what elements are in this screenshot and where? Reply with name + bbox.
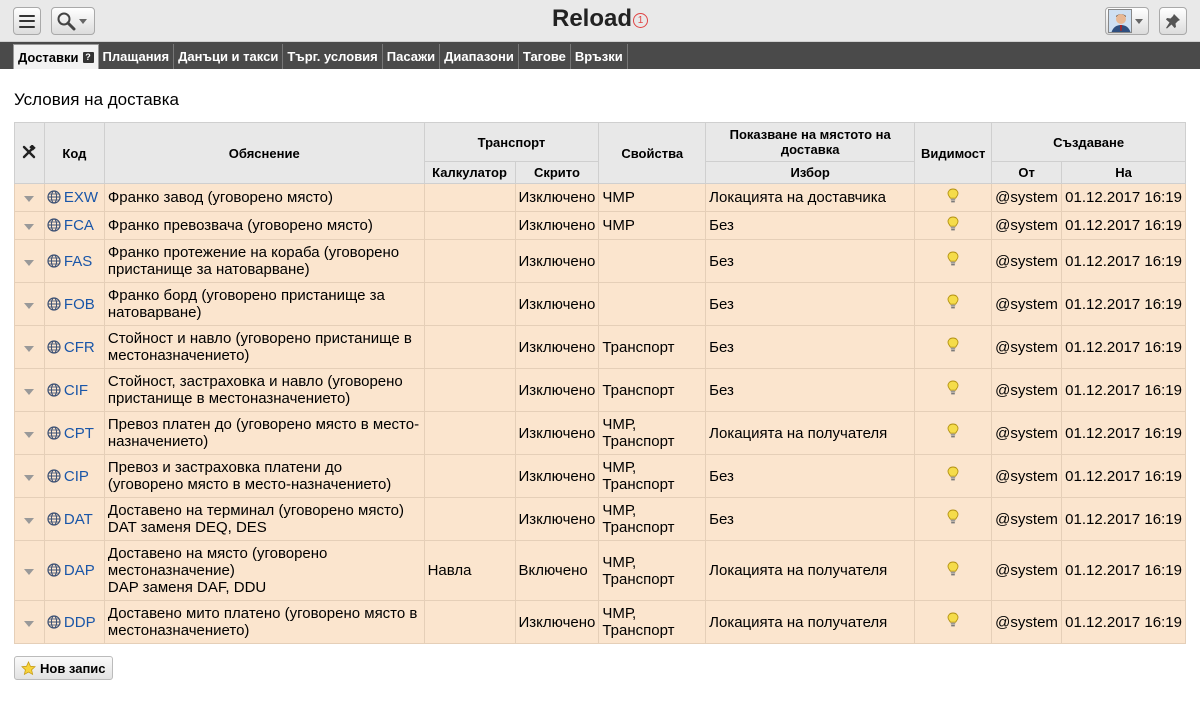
description-cell: [104, 369, 424, 412]
visibility-cell: [915, 601, 992, 644]
table-row[interactable]: [15, 240, 1186, 283]
visibility-cell: [915, 184, 992, 212]
choice-cell: Без: [706, 369, 915, 412]
created-by-cell: @system: [992, 455, 1062, 498]
triangle-down-icon[interactable]: [24, 260, 34, 266]
code-cell[interactable]: [44, 212, 104, 240]
hidden-cell: Изключено: [515, 498, 599, 541]
avatar: [1108, 9, 1132, 33]
row-actions-cell[interactable]: [15, 326, 45, 369]
visibility-cell: [915, 541, 992, 601]
header-calculator[interactable]: Калкулатор: [424, 162, 515, 184]
tab-ranges[interactable]: [440, 44, 519, 69]
header-code[interactable]: Код: [44, 123, 104, 184]
code-cell[interactable]: [44, 369, 104, 412]
description-text: Стойност, застраховка и навло (уговорено пристанище в местоназначението): [107, 373, 403, 407]
code-link[interactable]: DAT: [63, 510, 93, 528]
lightbulb-icon: [947, 380, 959, 396]
description-text: Доставено на място (уговорено местоназначение): [107, 545, 328, 579]
lightbulb-icon: [947, 251, 959, 267]
calculator-cell: [424, 184, 515, 212]
help-icon[interactable]: ?: [83, 52, 94, 63]
choice-cell: Локацията на получателя: [706, 601, 915, 644]
calculator-cell: [424, 326, 515, 369]
table-row[interactable]: [15, 283, 1186, 326]
created-by-cell: @system: [992, 541, 1062, 601]
new-record-label: Нов запис: [40, 660, 106, 676]
description-text: Стойност и навло (уговорено пристанище в местоназначението): [107, 330, 412, 364]
description-note: DAT заменя DEQ, DES: [107, 519, 267, 536]
created-on-cell: 01.12.2017 16:19: [1062, 412, 1186, 455]
visibility-cell: [915, 212, 992, 240]
globe-icon: [47, 469, 61, 483]
hidden-cell: Изключено: [515, 601, 599, 644]
delivery-terms-table: [14, 122, 1186, 644]
choice-cell: Без: [706, 283, 915, 326]
description-text: Франко протежение на кораба (уговорено пристанище за натоварване): [107, 244, 400, 278]
properties-cell: ЧМР: [599, 184, 706, 212]
notification-badge[interactable]: 1: [633, 13, 648, 28]
choice-cell: Без: [706, 240, 915, 283]
globe-icon: [47, 254, 61, 268]
description-cell: [104, 455, 424, 498]
triangle-down-icon[interactable]: [24, 518, 34, 524]
properties-cell: [599, 283, 706, 326]
row-actions-cell[interactable]: [15, 212, 45, 240]
globe-icon: [47, 218, 61, 232]
properties-cell: ЧМР, Транспорт: [599, 541, 706, 601]
description-note: DAP заменя DAF, DDU: [107, 579, 267, 596]
tab-label: Плащания: [102, 49, 170, 64]
globe-icon: [47, 340, 61, 354]
table-row[interactable]: [15, 412, 1186, 455]
table-row[interactable]: [15, 184, 1186, 212]
row-actions-cell[interactable]: [15, 455, 45, 498]
properties-cell: [599, 240, 706, 283]
properties-cell: ЧМР, Транспорт: [599, 412, 706, 455]
lightbulb-icon: [947, 509, 959, 525]
pin-icon: [1165, 13, 1181, 29]
code-link[interactable]: DAP: [63, 562, 95, 579]
code-link[interactable]: DDP: [63, 613, 96, 631]
table-row[interactable]: [15, 212, 1186, 240]
chevron-down-icon: [1135, 19, 1143, 24]
properties-cell: Транспорт: [599, 369, 706, 412]
row-actions-cell[interactable]: [15, 184, 45, 212]
calculator-cell: [424, 498, 515, 541]
globe-icon: [47, 512, 61, 526]
tab-bar: [0, 42, 1200, 69]
created-on-cell: 01.12.2017 16:19: [1062, 455, 1186, 498]
created-on-cell: 01.12.2017 16:19: [1062, 240, 1186, 283]
created-by-cell: @system: [992, 412, 1062, 455]
calculator-cell: [424, 369, 515, 412]
description-text: Доставено на терминал (уговорено място): [107, 502, 405, 519]
visibility-cell: [915, 455, 992, 498]
lightbulb-icon: [947, 423, 959, 439]
code-cell[interactable]: [44, 455, 104, 498]
code-cell[interactable]: [44, 240, 104, 283]
triangle-down-icon[interactable]: [24, 569, 34, 575]
top-bar: [0, 0, 1200, 42]
created-on-cell: 01.12.2017 16:19: [1062, 498, 1186, 541]
code-link[interactable]: CIF: [63, 381, 89, 399]
visibility-cell: [915, 326, 992, 369]
row-actions-cell[interactable]: [15, 601, 45, 644]
triangle-down-icon[interactable]: [24, 432, 34, 438]
table-row[interactable]: [15, 326, 1186, 369]
description-text: Превоз платен до (уговорено място в место-назначението): [107, 416, 420, 450]
created-by-cell: @system: [992, 326, 1062, 369]
code-link[interactable]: CPT: [63, 424, 94, 442]
created-on-cell: 01.12.2017 16:19: [1062, 369, 1186, 412]
created-by-cell: @system: [992, 184, 1062, 212]
header-created-on[interactable]: На: [1062, 162, 1186, 184]
properties-cell: ЧМР, Транспорт: [599, 601, 706, 644]
visibility-cell: [915, 283, 992, 326]
header-visibility[interactable]: Видимост: [915, 123, 992, 184]
created-on-cell: 01.12.2017 16:19: [1062, 283, 1186, 326]
lightbulb-icon: [947, 216, 959, 232]
description-cell: [104, 601, 424, 644]
choice-cell: Без: [706, 326, 915, 369]
header-hidden[interactable]: Скрито: [515, 162, 599, 184]
hidden-cell: Изключено: [515, 283, 599, 326]
tab-label: Тагове: [522, 49, 566, 64]
triangle-down-icon[interactable]: [24, 346, 34, 352]
header-choice[interactable]: Избор: [706, 162, 915, 184]
lightbulb-icon: [947, 337, 959, 353]
row-actions-cell[interactable]: [15, 541, 45, 601]
properties-cell: ЧМР: [599, 212, 706, 240]
tab-passages[interactable]: [383, 44, 440, 69]
choice-cell: Локацията на получателя: [706, 541, 915, 601]
description-cell: [104, 212, 424, 240]
code-cell[interactable]: [44, 184, 104, 212]
tab-label: Данъци и такси: [178, 49, 279, 64]
calculator-cell: [424, 455, 515, 498]
code-cell[interactable]: [44, 541, 104, 601]
code-link[interactable]: EXW: [63, 189, 99, 206]
user-menu-button[interactable]: [1105, 7, 1149, 35]
globe-icon: [47, 383, 61, 397]
created-on-cell: 01.12.2017 16:19: [1062, 601, 1186, 644]
header-properties[interactable]: Свойства: [599, 123, 706, 184]
properties-cell: ЧМР, Транспорт: [599, 498, 706, 541]
globe-icon: [47, 297, 61, 311]
row-actions-cell[interactable]: [15, 240, 45, 283]
code-cell[interactable]: [44, 283, 104, 326]
hidden-cell: Изключено: [515, 240, 599, 283]
header-created: Създаване: [992, 123, 1186, 162]
triangle-down-icon[interactable]: [24, 303, 34, 309]
tab-label: Доставки: [18, 49, 79, 65]
header-transport: Транспорт: [424, 123, 599, 162]
code-cell[interactable]: [44, 498, 104, 541]
description-cell: [104, 498, 424, 541]
created-on-cell: 01.12.2017 16:19: [1062, 541, 1186, 601]
lightbulb-icon: [947, 188, 959, 204]
created-by-cell: @system: [992, 498, 1062, 541]
created-by-cell: @system: [992, 212, 1062, 240]
globe-icon: [47, 190, 61, 204]
description-cell: [104, 184, 424, 212]
table-row[interactable]: [15, 498, 1186, 541]
code-link[interactable]: FAS: [63, 252, 93, 270]
code-cell[interactable]: [44, 412, 104, 455]
tab-deliveries[interactable]: [13, 44, 99, 69]
calculator-cell: Навла: [424, 541, 515, 601]
description-text: Франко превозвача (уговорено място): [107, 217, 373, 234]
created-by-cell: @system: [992, 240, 1062, 283]
description-cell: [104, 412, 424, 455]
tab-tags[interactable]: [519, 44, 571, 69]
row-actions-cell[interactable]: [15, 498, 45, 541]
table-row[interactable]: [15, 601, 1186, 644]
calculator-cell: [424, 212, 515, 240]
table-row[interactable]: [15, 455, 1186, 498]
created-by-cell: @system: [992, 283, 1062, 326]
triangle-down-icon[interactable]: [24, 224, 34, 230]
tools-icon: [22, 145, 36, 159]
description-cell: [104, 541, 424, 601]
visibility-cell: [915, 240, 992, 283]
table-row[interactable]: [15, 541, 1186, 601]
hidden-cell: Изключено: [515, 212, 599, 240]
header-description[interactable]: Обяснение: [104, 123, 424, 184]
tab-taxes-fees[interactable]: [174, 44, 283, 69]
choice-cell: Без: [706, 455, 915, 498]
tab-payments[interactable]: [99, 44, 175, 69]
hidden-cell: Включено: [515, 541, 599, 601]
tab-label: Диапазони: [444, 49, 514, 64]
pin-button[interactable]: [1159, 7, 1187, 35]
description-cell: [104, 283, 424, 326]
calculator-cell: [424, 240, 515, 283]
lightbulb-icon: [947, 294, 959, 310]
app-title: [0, 5, 1200, 33]
triangle-down-icon[interactable]: [24, 389, 34, 395]
created-by-cell: @system: [992, 369, 1062, 412]
star-icon: [21, 661, 36, 676]
visibility-cell: [915, 498, 992, 541]
tab-links[interactable]: [571, 44, 628, 69]
globe-icon: [47, 615, 61, 629]
choice-cell: Без: [706, 212, 915, 240]
choice-cell: Локацията на получателя: [706, 412, 915, 455]
new-record-button[interactable]: [14, 656, 113, 680]
lightbulb-icon: [947, 466, 959, 482]
visibility-cell: [915, 369, 992, 412]
row-actions-cell[interactable]: [15, 283, 45, 326]
created-by-cell: @system: [992, 601, 1062, 644]
page-title: Условия на доставка: [14, 90, 179, 109]
row-actions-cell[interactable]: [15, 412, 45, 455]
description-text: Превоз и застраховка платени до (уговорено място в место-назначението): [107, 459, 392, 493]
app-title-text: Reload: [551, 5, 632, 32]
description-text: Франко завод (уговорено място): [107, 189, 334, 206]
description-text: Франко борд (уговорено пристанище за натоварване): [107, 287, 385, 321]
calculator-cell: [424, 601, 515, 644]
row-actions-cell[interactable]: [15, 369, 45, 412]
hidden-cell: Изключено: [515, 184, 599, 212]
hidden-cell: Изключено: [515, 326, 599, 369]
created-on-cell: 01.12.2017 16:19: [1062, 212, 1186, 240]
hidden-cell: Изключено: [515, 369, 599, 412]
tab-label: Връзки: [574, 49, 623, 64]
code-cell[interactable]: [44, 601, 104, 644]
triangle-down-icon[interactable]: [24, 196, 34, 202]
calculator-cell: [424, 283, 515, 326]
description-text: Доставено мито платено (уговорено място в местоназначението): [107, 605, 418, 639]
description-cell: [104, 240, 424, 283]
code-link[interactable]: CFR: [63, 338, 95, 356]
description-cell: [104, 326, 424, 369]
triangle-down-icon[interactable]: [24, 621, 34, 627]
created-on-cell: 01.12.2017 16:19: [1062, 184, 1186, 212]
code-cell[interactable]: [44, 326, 104, 369]
calculator-cell: [424, 412, 515, 455]
visibility-cell: [915, 412, 992, 455]
code-link[interactable]: FOB: [63, 295, 95, 313]
hidden-cell: Изключено: [515, 455, 599, 498]
tools-header: [15, 123, 45, 184]
header-show-location: Показване на мястото на доставка: [706, 123, 915, 162]
code-link[interactable]: CIP: [63, 467, 89, 485]
tab-label: Пасажи: [386, 49, 436, 64]
choice-cell: Локацията на доставчика: [706, 184, 915, 212]
lightbulb-icon: [947, 561, 959, 577]
header-created-by[interactable]: От: [992, 162, 1062, 184]
lightbulb-icon: [947, 612, 959, 628]
tab-label: Търг. условия: [287, 49, 378, 64]
globe-icon: [47, 426, 61, 440]
created-on-cell: 01.12.2017 16:19: [1062, 326, 1186, 369]
code-link[interactable]: FCA: [63, 217, 94, 234]
triangle-down-icon[interactable]: [24, 475, 34, 481]
properties-cell: Транспорт: [599, 326, 706, 369]
tab-trade-terms[interactable]: [283, 44, 382, 69]
table-body: [15, 184, 1186, 644]
properties-cell: ЧМР, Транспорт: [599, 455, 706, 498]
choice-cell: Без: [706, 498, 915, 541]
globe-icon: [47, 563, 61, 577]
table-row[interactable]: [15, 369, 1186, 412]
hidden-cell: Изключено: [515, 412, 599, 455]
